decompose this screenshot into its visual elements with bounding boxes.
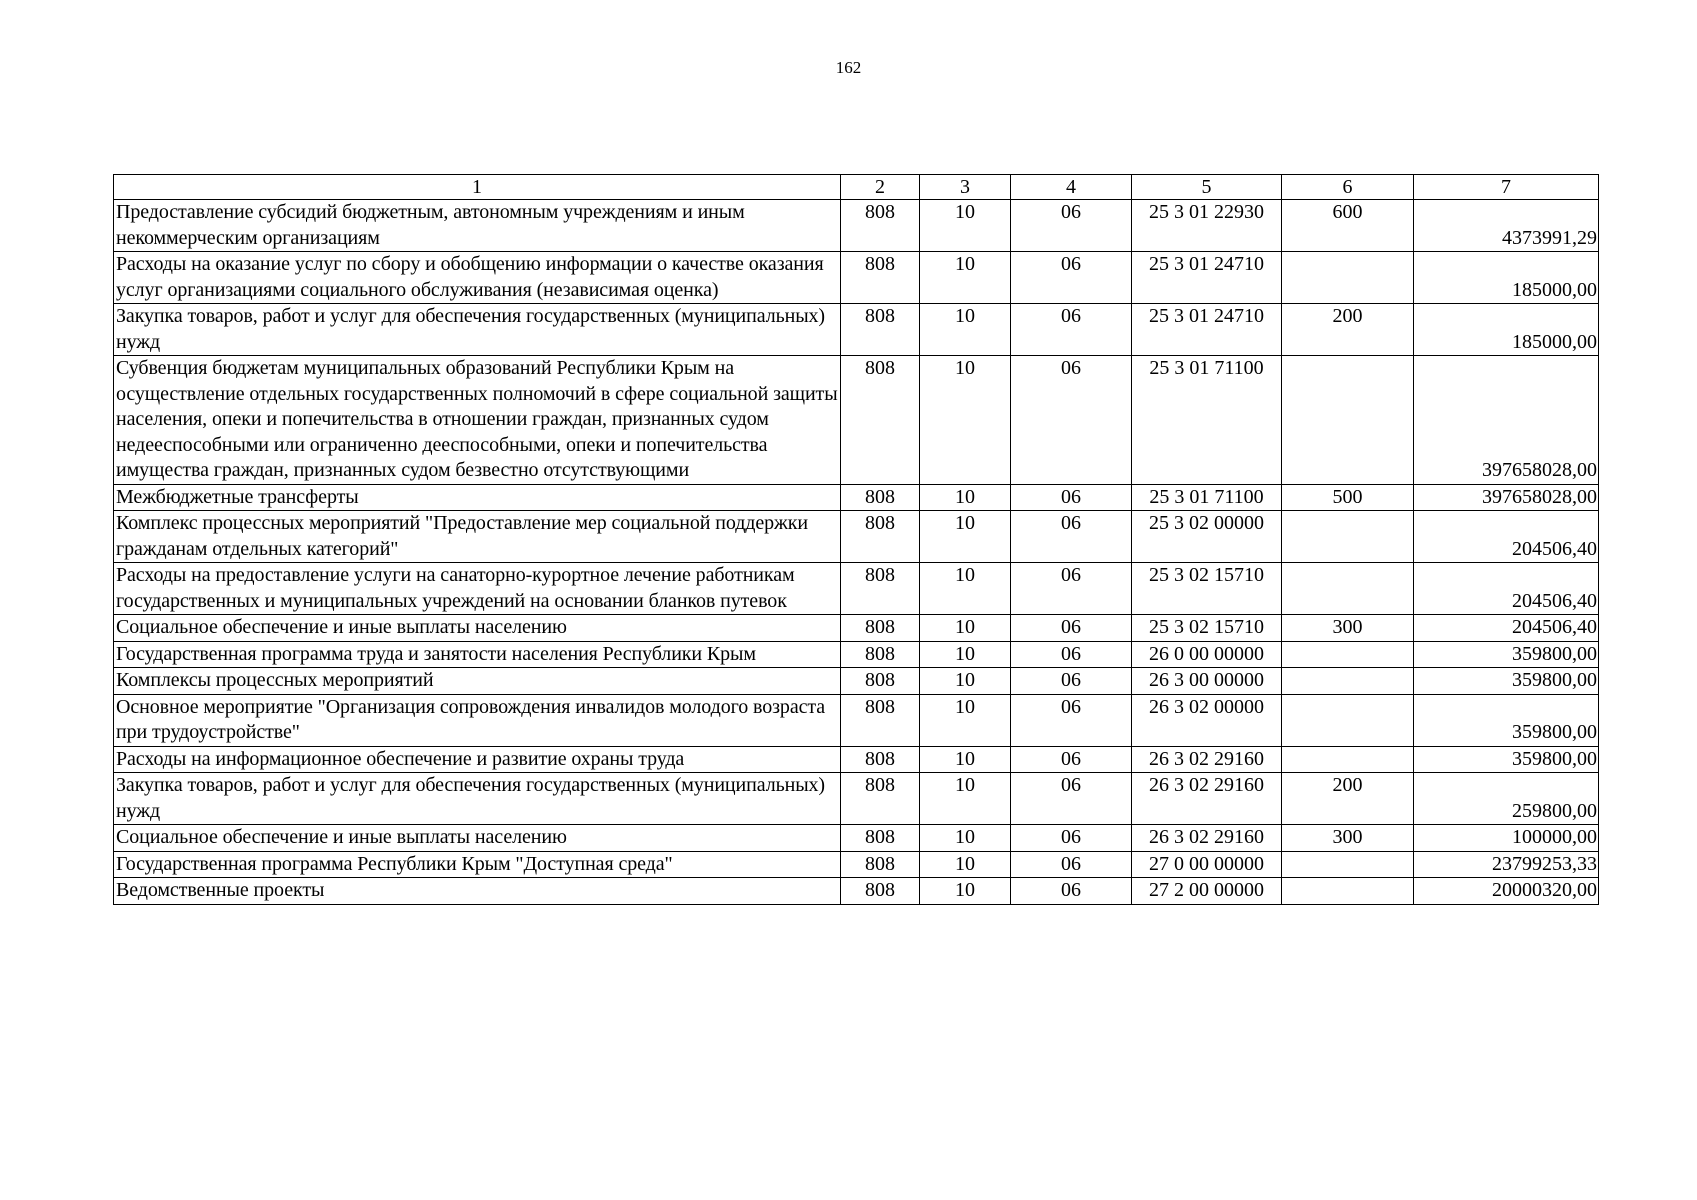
- page-number: 162: [835, 58, 862, 77]
- code-cell: 06: [1011, 615, 1132, 642]
- amount-cell: 359800,00: [1414, 694, 1599, 746]
- code-cell: 26 3 02 00000: [1132, 694, 1282, 746]
- row-name-cell: Субвенция бюджетам муниципальных образований Республики Крым на осуществление отдельных государственных полномочий в сфере социальной защиты населения, опеки и попечительства в отношении граждан, признанных судом недееспособными или ограниченно дееспособными, опеки и попечительства имущества граждан, признанных судом безвестно отсутствующими: [114, 356, 841, 485]
- code-cell: [1282, 878, 1414, 905]
- row-name-cell: Ведомственные проекты: [114, 878, 841, 905]
- amount-cell: 23799253,33: [1414, 851, 1599, 878]
- code-cell: 10: [920, 746, 1011, 773]
- code-cell: 06: [1011, 304, 1132, 356]
- table-row: [114, 825, 1599, 852]
- code-cell: [1282, 356, 1414, 485]
- code-cell: 25 3 01 24710: [1132, 304, 1282, 356]
- table-row: [114, 484, 1599, 511]
- row-name-cell: Расходы на оказание услуг по сбору и обобщению информации о качестве оказания услуг организациями социального обслуживания (независимая оценка): [114, 252, 841, 304]
- table-row: [114, 615, 1599, 642]
- code-cell: 06: [1011, 825, 1132, 852]
- code-cell: 10: [920, 356, 1011, 485]
- row-name-cell: Комплекс процессных мероприятий "Предоставление мер социальной поддержки гражданам отдельных категорий": [114, 511, 841, 563]
- code-cell: 10: [920, 851, 1011, 878]
- column-header: 3: [920, 175, 1011, 200]
- amount-cell: 20000320,00: [1414, 878, 1599, 905]
- code-cell: 25 3 01 22930: [1132, 200, 1282, 252]
- code-cell: 10: [920, 304, 1011, 356]
- code-cell: 200: [1282, 773, 1414, 825]
- code-cell: 10: [920, 252, 1011, 304]
- amount-cell: 204506,40: [1414, 615, 1599, 642]
- table-row: [114, 878, 1599, 905]
- code-cell: 06: [1011, 200, 1132, 252]
- code-cell: 808: [841, 694, 920, 746]
- table-row: [114, 641, 1599, 668]
- amount-cell: 397658028,00: [1414, 356, 1599, 485]
- amount-cell: 359800,00: [1414, 641, 1599, 668]
- code-cell: 10: [920, 668, 1011, 695]
- amount-cell: 185000,00: [1414, 304, 1599, 356]
- row-name-cell: Закупка товаров, работ и услуг для обеспечения государственных (муниципальных) нужд: [114, 773, 841, 825]
- code-cell: 10: [920, 511, 1011, 563]
- code-cell: 808: [841, 252, 920, 304]
- code-cell: 06: [1011, 641, 1132, 668]
- column-header: 7: [1414, 175, 1599, 200]
- row-name-cell: Государственная программа Республики Крым "Доступная среда": [114, 851, 841, 878]
- code-cell: 10: [920, 641, 1011, 668]
- row-name-cell: Межбюджетные трансферты: [114, 484, 841, 511]
- code-cell: 808: [841, 668, 920, 695]
- code-cell: 808: [841, 825, 920, 852]
- code-cell: 808: [841, 200, 920, 252]
- row-name-cell: Социальное обеспечение и иные выплаты населению: [114, 825, 841, 852]
- code-cell: 10: [920, 878, 1011, 905]
- table-row: [114, 511, 1599, 563]
- amount-cell: 204506,40: [1414, 511, 1599, 563]
- code-cell: 200: [1282, 304, 1414, 356]
- code-cell: 06: [1011, 694, 1132, 746]
- code-cell: [1282, 252, 1414, 304]
- code-cell: 06: [1011, 511, 1132, 563]
- code-cell: 808: [841, 563, 920, 615]
- code-cell: 500: [1282, 484, 1414, 511]
- code-cell: 06: [1011, 668, 1132, 695]
- code-cell: 26 3 02 29160: [1132, 746, 1282, 773]
- row-name-cell: Социальное обеспечение и иные выплаты населению: [114, 615, 841, 642]
- code-cell: 808: [841, 356, 920, 485]
- row-name-cell: Государственная программа труда и занятости населения Республики Крым: [114, 641, 841, 668]
- amount-cell: 259800,00: [1414, 773, 1599, 825]
- amount-cell: 185000,00: [1414, 252, 1599, 304]
- code-cell: 06: [1011, 563, 1132, 615]
- table-row: [114, 694, 1599, 746]
- amount-cell: 204506,40: [1414, 563, 1599, 615]
- row-name-cell: Основное мероприятие "Организация сопровождения инвалидов молодого возраста при трудоустройстве": [114, 694, 841, 746]
- code-cell: 10: [920, 484, 1011, 511]
- code-cell: [1282, 694, 1414, 746]
- code-cell: 26 0 00 00000: [1132, 641, 1282, 668]
- code-cell: 27 0 00 00000: [1132, 851, 1282, 878]
- code-cell: 27 2 00 00000: [1132, 878, 1282, 905]
- code-cell: 06: [1011, 746, 1132, 773]
- column-header: 2: [841, 175, 920, 200]
- code-cell: 10: [920, 694, 1011, 746]
- code-cell: [1282, 511, 1414, 563]
- code-cell: 25 3 02 15710: [1132, 563, 1282, 615]
- code-cell: 25 3 02 00000: [1132, 511, 1282, 563]
- code-cell: 808: [841, 641, 920, 668]
- code-cell: 300: [1282, 825, 1414, 852]
- table-header-row: [114, 175, 1599, 200]
- code-cell: 10: [920, 825, 1011, 852]
- amount-cell: 100000,00: [1414, 825, 1599, 852]
- code-cell: 808: [841, 851, 920, 878]
- code-cell: [1282, 746, 1414, 773]
- row-name-cell: Расходы на информационное обеспечение и развитие охраны труда: [114, 746, 841, 773]
- table-row: [114, 851, 1599, 878]
- row-name-cell: Комплексы процессных мероприятий: [114, 668, 841, 695]
- row-name-cell: Предоставление субсидий бюджетным, автономным учреждениям и иным некоммерческим организациям: [114, 200, 841, 252]
- table-row: [114, 746, 1599, 773]
- column-header: 4: [1011, 175, 1132, 200]
- amount-cell: 4373991,29: [1414, 200, 1599, 252]
- code-cell: 808: [841, 878, 920, 905]
- code-cell: 26 3 02 29160: [1132, 773, 1282, 825]
- code-cell: 10: [920, 563, 1011, 615]
- code-cell: 808: [841, 746, 920, 773]
- code-cell: 10: [920, 200, 1011, 252]
- code-cell: 808: [841, 511, 920, 563]
- table-row: [114, 252, 1599, 304]
- code-cell: 25 3 01 71100: [1132, 484, 1282, 511]
- amount-cell: 359800,00: [1414, 746, 1599, 773]
- table-row: [114, 563, 1599, 615]
- table-row: [114, 773, 1599, 825]
- code-cell: [1282, 851, 1414, 878]
- code-cell: 06: [1011, 878, 1132, 905]
- table-row: [114, 200, 1599, 252]
- code-cell: [1282, 668, 1414, 695]
- code-cell: 25 3 01 71100: [1132, 356, 1282, 485]
- amount-cell: 397658028,00: [1414, 484, 1599, 511]
- code-cell: 06: [1011, 484, 1132, 511]
- code-cell: 10: [920, 615, 1011, 642]
- amount-cell: 359800,00: [1414, 668, 1599, 695]
- row-name-cell: Закупка товаров, работ и услуг для обеспечения государственных (муниципальных) нужд: [114, 304, 841, 356]
- code-cell: [1282, 563, 1414, 615]
- code-cell: 25 3 02 15710: [1132, 615, 1282, 642]
- code-cell: 06: [1011, 356, 1132, 485]
- code-cell: 10: [920, 773, 1011, 825]
- table-row: [114, 668, 1599, 695]
- code-cell: 808: [841, 304, 920, 356]
- code-cell: 25 3 01 24710: [1132, 252, 1282, 304]
- code-cell: 26 3 00 00000: [1132, 668, 1282, 695]
- code-cell: 808: [841, 615, 920, 642]
- code-cell: 06: [1011, 773, 1132, 825]
- budget-table: [113, 174, 1599, 905]
- code-cell: 600: [1282, 200, 1414, 252]
- code-cell: 808: [841, 773, 920, 825]
- code-cell: 300: [1282, 615, 1414, 642]
- column-header: 5: [1132, 175, 1282, 200]
- code-cell: [1282, 641, 1414, 668]
- column-header: 1: [114, 175, 841, 200]
- code-cell: 808: [841, 484, 920, 511]
- code-cell: 26 3 02 29160: [1132, 825, 1282, 852]
- code-cell: 06: [1011, 252, 1132, 304]
- column-header: 6: [1282, 175, 1414, 200]
- table-row: [114, 356, 1599, 485]
- table-row: [114, 304, 1599, 356]
- code-cell: 06: [1011, 851, 1132, 878]
- row-name-cell: Расходы на предоставление услуги на санаторно-курортное лечение работникам государственных и муниципальных учреждений на основании бланков путевок: [114, 563, 841, 615]
